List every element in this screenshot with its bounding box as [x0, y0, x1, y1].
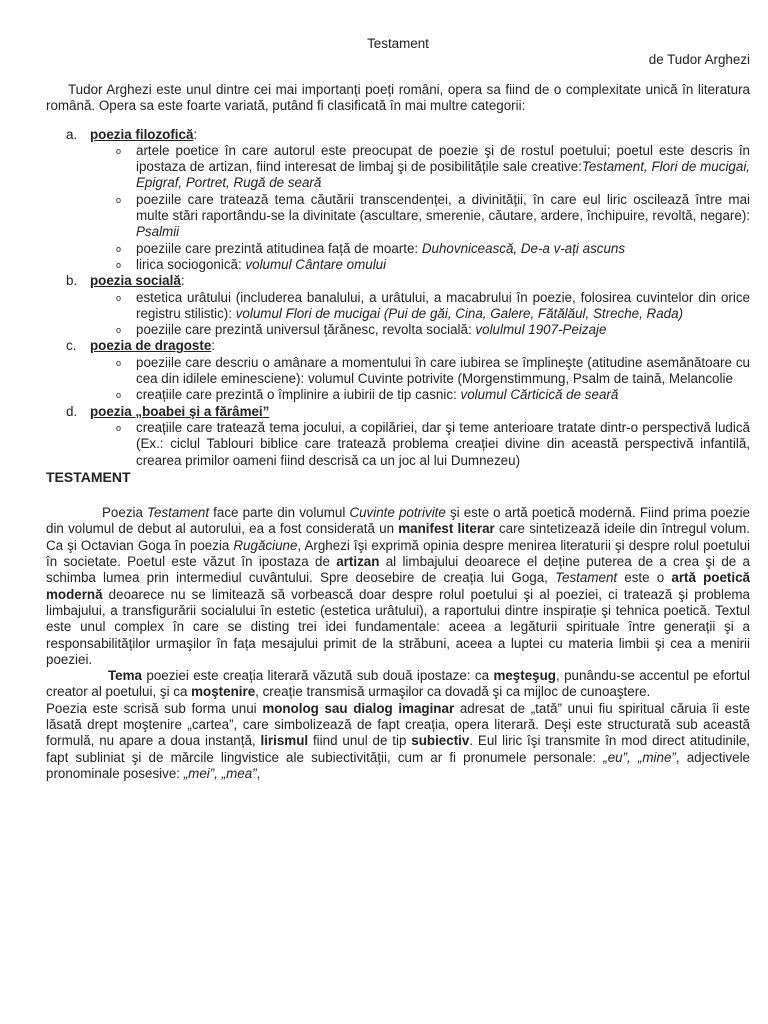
subcategory-list [46, 420, 750, 469]
list-item [46, 192, 750, 241]
category-suffix: : [180, 273, 185, 289]
bullet-icon: o [116, 259, 122, 270]
category-letter: c. [66, 338, 77, 354]
bullet-icon: o [116, 194, 122, 205]
document-author: de Tudor Arghezi [648, 52, 750, 67]
body-paragraph: Tema poeziei este creația literară văzută sub două ipostaze: ca meşteşug, punându-se accentul pe efortul creator al poetului, şi ca moştenire, creație transmisă urmaşilor ca dovadă şi ca mijloc de cunoaştere. [46, 668, 750, 700]
bullet-icon: o [116, 422, 122, 433]
subcategory-list [46, 290, 750, 339]
list-item [46, 290, 750, 323]
list-item-works: volumul Cântare omului [245, 256, 387, 272]
category-title: poezia de dragoste [90, 338, 212, 354]
list-item-text: poeziile care tratează tema căutării transcendenței, a divinității, în care eul liric oscilează între mai multe stări raportându-se la divinitate (ascultare, smerenie, căutare, ardere, închipuire, revoltă, negare): [136, 191, 750, 224]
list-item-works: volumul Flori de mucigai (Pui de găi, Cina, Galere, Fătălăul, Streche, Rada) [235, 305, 684, 321]
list-item-text: poeziile care prezintă atitudinea față de moarte: [136, 240, 419, 256]
list-item [46, 257, 750, 273]
document-page [46, 36, 750, 782]
list-item [46, 143, 750, 192]
list-item-text: poeziile care prezintă universul țărănesc, revolta socială: [136, 322, 472, 338]
category-title: poezia socială [90, 273, 181, 289]
category-item [46, 338, 750, 354]
list-item-works: Psalmii [136, 224, 180, 240]
bullet-icon: o [116, 292, 122, 303]
bullet-icon: o [116, 145, 122, 156]
bullet-icon: o [116, 357, 122, 368]
list-item [46, 420, 750, 469]
list-item-text: creațiile care tratează tema jocului, a copilăriei, dar şi teme anterioare tratate dintr-o perspectivă ludică (Ex.: ciclul Tablouri biblice care tratează problema creației divine din această perspectivă infantilă, crearea primilor oameni fiind descrisă ca un joc al lui Dumnezeu) [136, 419, 750, 468]
list-item-text: poeziile care descriu o amânare a momentului în care iubirea se împlineşte (atitudine asemănătoare cu cea din idilele eminesciene): volumul Cuvinte potrivite (Morgenstimmung, Psalm de taină, Melancolie [136, 354, 750, 387]
list-item-text: creațiile care prezintă o împlinire a iubirii de tip casnic: [136, 387, 457, 403]
list-item-works: volumul Cărticică de seară [460, 387, 619, 403]
bullet-icon: o [116, 325, 122, 336]
category-title: poezia „boabei şi a fărâmei” [90, 403, 270, 419]
bullet-icon: o [116, 243, 122, 254]
list-item-text: estetica urâtului (includerea banalului, a urâtului, a macabrului în poezie, folosirea cuvintelor din orice registru stilistic): [136, 289, 750, 321]
intro-paragraph: Tudor Arghezi este unul dintre cei mai importanți poeți români, opera sa fiind de o complexitate unică în literatura română. Opera sa este foarte variată, putând fi clasificată în mai multre categorii: [46, 82, 750, 114]
list-item [46, 355, 750, 388]
category-suffix: : [193, 126, 198, 142]
bullet-icon: o [116, 390, 122, 401]
category-letter: a. [66, 126, 78, 142]
body-paragraph: Poezia Testament face parte din volumul Cuvinte potrivite şi este o artă poetică modernă. Fiind prima poezie din volumul de debut al autorului, ea a fost considerată un manifest literar care sintetizează ideile din întregul volum. Ca şi Octavian Goga în poezia Rugăciune, Arghezi îşi exprimă opinia despre menirea literaturii şi despre rolul poetului în societate. Poetul este văzut în ipostaza de artizan al limbajului deoarece el deține puterea de a crea şi de a schimba lumea prin intermediul cuvântului. Spre deosebire de creația lui Goga, Testament este o artă poetică modernă deoarece nu se limitează să vorbească doar despre rolul poetului şi al poeziei, ci tratează şi problema limbajului, a transfigurării socialului în estetic (estetica urâtului), a raportului dintre inspirație şi tehnica poetică. Textul este unul complex în care se disting trei idei fundamentale: aceea a legăturii spirituale între generații şi a responsabilităților urmaşilor în fața mesajului primit de la străbuni, aceea a luptei cu materia limbii şi cea a menirii poeziei. [46, 505, 750, 667]
list-item-text: artele poetice în care autorul este preocupat de poezie şi de rostul poetului; poetul este descris în ipostaza de artizan, fiind interesat de limbaj şi de posibilitățile sale creative: [136, 142, 750, 175]
category-letter: b. [66, 273, 78, 289]
list-item-works: Testament, Flori de mucigai, Epigraf, Portret, Rugă de seară [136, 159, 751, 191]
list-item [46, 322, 750, 338]
section-heading: TESTAMENT [46, 468, 131, 485]
document-title: Testament [367, 36, 429, 51]
category-item [46, 404, 750, 420]
list-item [46, 241, 750, 257]
category-suffix: : [211, 338, 216, 354]
category-letter: d. [66, 403, 78, 419]
category-item [46, 127, 750, 143]
category-item [46, 273, 750, 289]
category-title: poezia filozofică [90, 126, 194, 142]
list-item-text: lirica sociogonică: [136, 256, 242, 272]
list-item-works: volulmul 1907-Peizaje [475, 322, 607, 338]
list-item [46, 387, 750, 403]
category-list [46, 127, 750, 469]
subcategory-list [46, 355, 750, 404]
list-item-works: Duhovnicească, De-a v-ați ascuns [421, 240, 626, 256]
subcategory-list [46, 143, 750, 273]
body-paragraph: Poezia este scrisă sub forma unui monolog sau dialog imaginar adresat de „tată” unui fiu spiritual căruia îi este lăsată drept moştenire „cartea”, care simbolizează de fapt creația, opera literară. Deşi este structurată sub această formulă, nu apare a doua instanță, lirismul fiind unul de tip subiectiv. Eul liric îşi transmite în mod direct atitudinile, fapt subliniat şi de mărcile lingvistice ale subiectivității, cum ar fi pronumele personale: „eu”, „mine”, adjectivele pronominale posesive: „mei”, „mea”, [46, 700, 750, 781]
